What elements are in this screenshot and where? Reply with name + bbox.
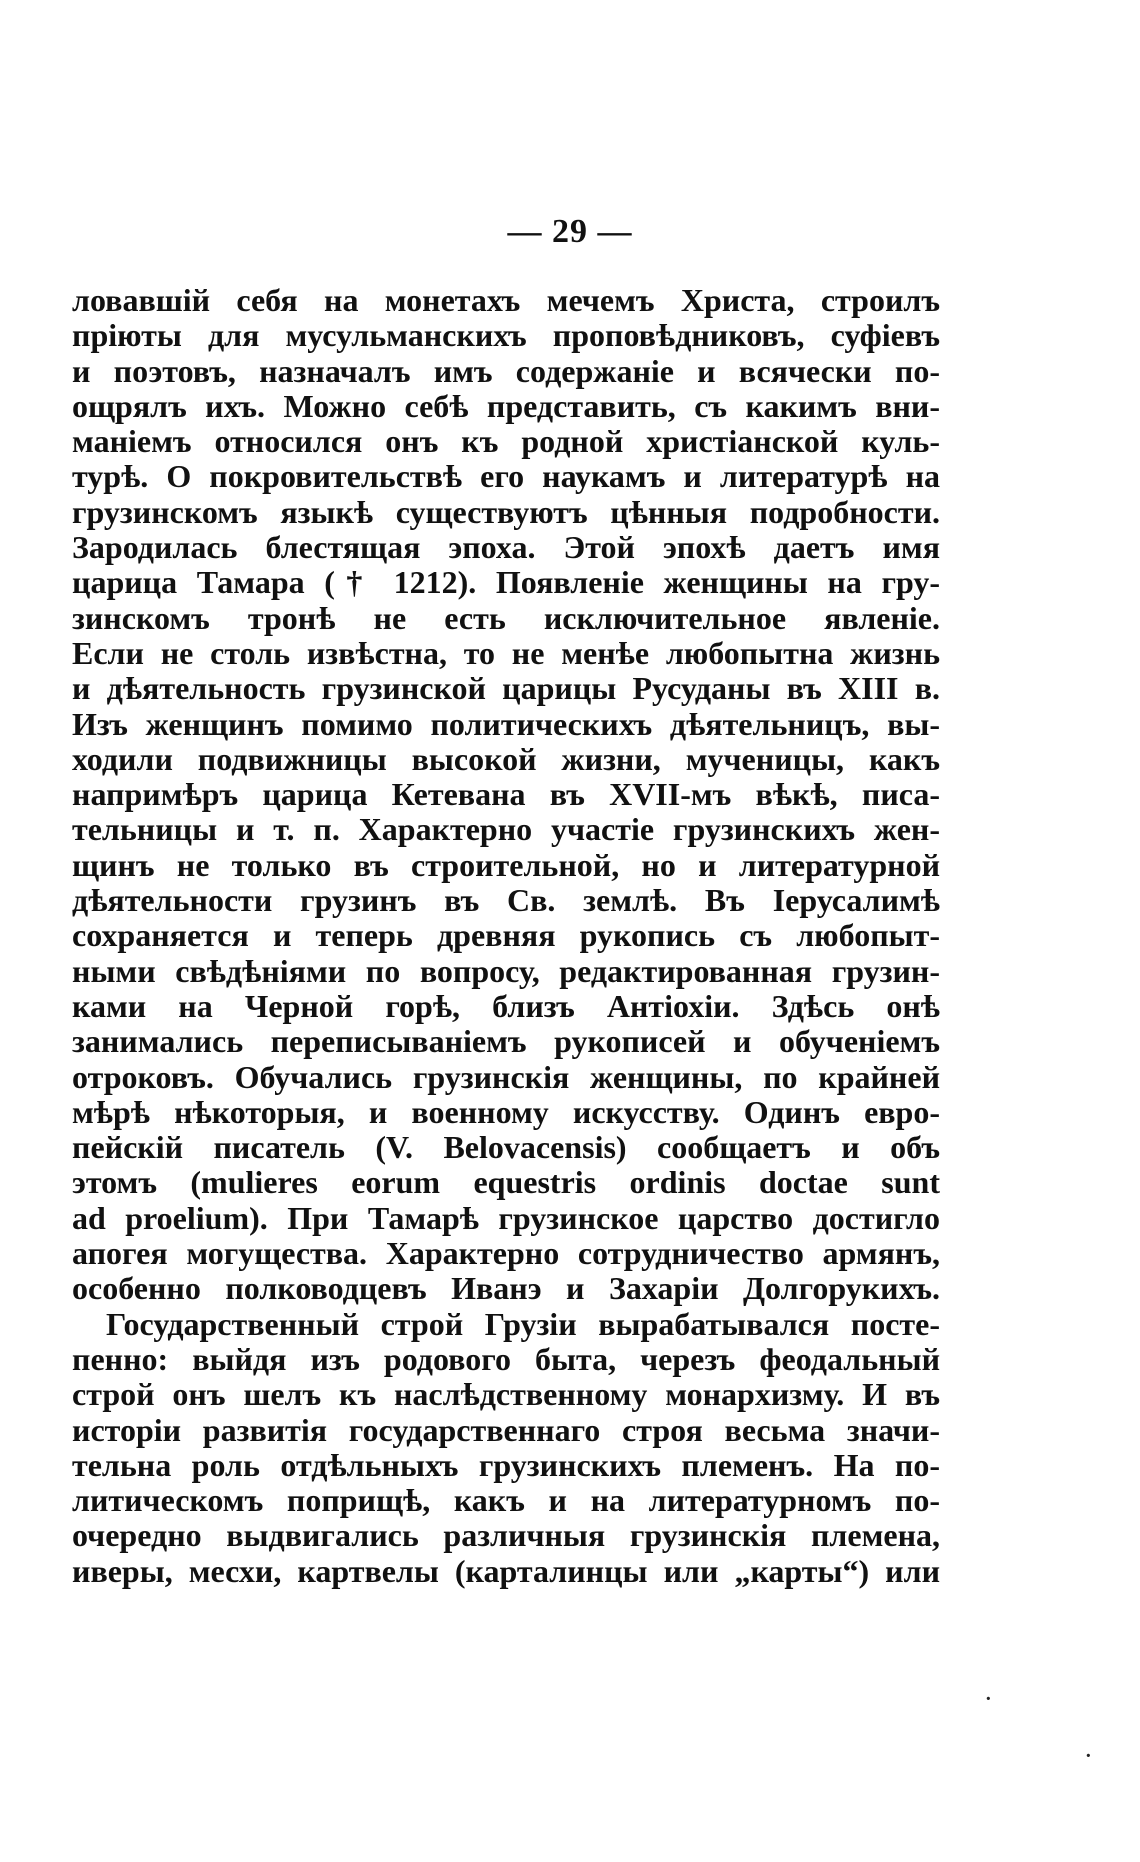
- text-line: исторіи развитія государственнаго строя весьма значи-: [72, 1411, 940, 1448]
- text-line: апогея могущества. Характерно сотрудничество армянъ,: [72, 1235, 940, 1272]
- text-line: дѣятельности грузинъ въ Св. землѣ. Въ Іерусалимѣ: [72, 882, 940, 919]
- text-line: тельницы и т. п. Характерно участіе грузинскихъ жен-: [72, 811, 940, 848]
- text-line: пріюты для мусульманскихъ проповѣдниковъ, суфіевъ: [72, 317, 940, 354]
- text-line: особенно полководцевъ Иванэ и Захаріи Долгорукихъ.: [72, 1270, 940, 1307]
- text-line: ходили подвижницы высокой жизни, мученицы, какъ: [72, 740, 940, 777]
- text-line: напримѣръ царица Кетевана въ XVII-мъ вѣкѣ, писа-: [72, 776, 940, 813]
- text-line: ad proelium). При Тамарѣ грузинское царство достигло: [72, 1199, 940, 1236]
- text-line: маніемъ относился онъ къ родной христіанской куль-: [72, 423, 940, 460]
- text-line: занимались переписываніемъ рукописей и обученіемъ: [72, 1023, 940, 1060]
- text-line: зинскомъ тронѣ не есть исключительное явленіе.: [72, 599, 940, 636]
- text-line: турѣ. О покровительствѣ его наукамъ и литературѣ на: [72, 458, 940, 495]
- text-line: пенно: выйдя изъ родового быта, черезъ феодальный: [72, 1340, 940, 1377]
- text-line: грузинскомъ языкѣ существуютъ цѣнныя подробности.: [72, 493, 940, 530]
- text-line: Если не столь извѣстна, то не менѣе любопытна жизнь: [72, 634, 940, 671]
- text-line: Изъ женщинъ помимо политическихъ дѣятельницъ, вы-: [72, 705, 940, 742]
- text-line: царица Тамара († 1212). Появленіе женщины на гру-: [72, 564, 940, 601]
- text-line: ками на Черной горѣ, близъ Антіохіи. Здѣсь онѣ: [72, 987, 940, 1024]
- text-line: строй онъ шелъ къ наслѣдственному монархизму. И въ: [72, 1376, 940, 1413]
- text-line: сохраняется и теперь древняя рукопись съ любопыт-: [72, 917, 940, 954]
- text-line: и дѣятельность грузинской царицы Русуданы въ XIII в.: [72, 670, 940, 707]
- text-line: щинъ не только въ строительной, но и литературной: [72, 846, 940, 883]
- text-line: очередно выдвигались различныя грузинскія племена,: [72, 1517, 940, 1554]
- ink-speck: ·: [1085, 1745, 1092, 1767]
- text-line: ными свѣдѣніями по вопросу, редактированная грузин-: [72, 952, 940, 989]
- body-text: [72, 283, 940, 1589]
- text-line: ловавшій себя на монетахъ мечемъ Христа, строилъ: [72, 282, 940, 318]
- text-line: тельна роль отдѣльныхъ грузинскихъ племенъ. На по-: [72, 1446, 940, 1483]
- text-line: и поэтовъ, назначалъ имъ содержаніе и всячески по-: [72, 352, 940, 389]
- text-line: отроковъ. Обучались грузинскія женщины, по крайней: [72, 1058, 940, 1095]
- page-number: — 29 —: [507, 213, 633, 250]
- text-line: Зародилась блестящая эпоха. Этой эпохѣ даетъ имя: [72, 529, 940, 566]
- text-line: этомъ (mulieres eorum equestris ordinis doctae sunt: [72, 1164, 940, 1201]
- text-line: пейскій писатель (V. Belovacensis) сообщаетъ и объ: [72, 1129, 940, 1166]
- text-line: мѣрѣ нѣкоторыя, и военному искусству. Одинъ евро-: [72, 1093, 940, 1130]
- text-line: Государственный строй Грузіи вырабатывался посте-: [106, 1305, 940, 1342]
- ink-speck: ·: [985, 1688, 992, 1710]
- text-line: иверы, месхи, картвелы (карталинцы или „карты“) или: [72, 1552, 940, 1589]
- text-line: литическомъ поприщѣ, какъ и на литературномъ по-: [72, 1482, 940, 1519]
- text-line: ощрялъ ихъ. Можно себѣ представить, съ какимъ вни-: [72, 387, 940, 424]
